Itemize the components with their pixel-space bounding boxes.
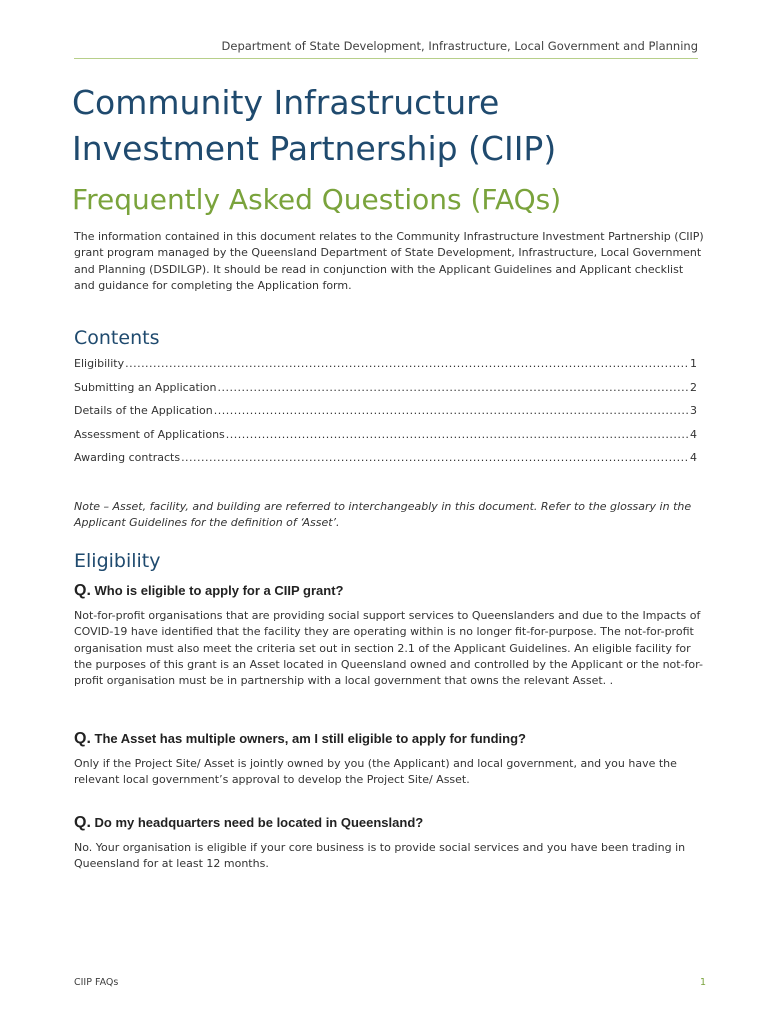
toc-item-assessment[interactable]: [74, 428, 697, 452]
toc-item-page: 4: [690, 451, 697, 464]
toc-item-eligibility[interactable]: [74, 357, 697, 381]
toc-item-page: 1: [690, 357, 697, 370]
toc-item-page: 4: [690, 427, 697, 441]
faq-multiple-owners: [74, 730, 704, 789]
faq-headquarters-location: [74, 814, 704, 873]
footer-page-number: 1: [699, 977, 706, 988]
toc-item-label: Awarding contracts: [74, 451, 181, 464]
toc-item-details[interactable]: [74, 404, 697, 428]
toc-item-label: Eligibility: [74, 357, 125, 370]
question-text: Do my headquarters need be located in Queensland?: [94, 815, 424, 830]
toc-item-page: 2: [690, 380, 697, 394]
toc-item-label: Assessment of Applications: [74, 427, 225, 441]
toc-leader-dots: [125, 357, 689, 370]
intro-paragraph: The information contained in this document relates to the Community Infrastructure Investment Partnership (CIIP) grant program managed by the Queensland Department of State Development, Infrastructure, Local Government and Planning (DSDILGP). It should be read in conjunction with the Applicant Guidelines and Applicant checklist and guidance for completing the Application form.: [74, 230, 704, 292]
document-title-line-2: Investment Partnership (CIIP): [72, 129, 557, 168]
eligibility-heading: Eligibility: [74, 550, 161, 572]
faq-question: [74, 814, 704, 832]
toc-item-submitting[interactable]: [74, 381, 697, 405]
document-title-line-1: Community Infrastructure: [72, 83, 500, 122]
question-marker: Q.: [74, 582, 91, 599]
contents-heading: Contents: [74, 327, 160, 349]
table-of-contents: [74, 357, 697, 475]
question-text: Who is eligible to apply for a CIIP grant?: [94, 583, 344, 598]
toc-item-label: Details of the Application: [74, 404, 213, 417]
toc-leader-dots: [218, 381, 689, 394]
faq-answer: Not-for-profit organisations that are providing social support services to Queenslanders and due to the Impacts of COVID-19 have identified that the facility they are operating within is no longer fit-for-purpose. The not-for-profit organisation must also meet the criteria set out in section 2.1 of the Applicant Guidelines. An eligible facility for the purposes of this grant is an Asset located in Queensland owned and controlled by the Applicant or the not-for-profit organisation must be in partnership with a local government that owns the relevant Asset. .: [74, 609, 703, 688]
faq-answer: Only if the Project Site/ Asset is jointly owned by you (the Applicant) and local government, and you have the relevant local government’s approval to develop the Project Site/ Asset.: [74, 757, 677, 787]
faq-question: [74, 730, 704, 748]
question-marker: Q.: [74, 730, 91, 747]
toc-item-label: Submitting an Application: [74, 380, 217, 394]
document-title: [72, 80, 712, 172]
toc-leader-dots: [214, 404, 689, 417]
faq-answer: No. Your organisation is eligible if your core business is to provide social services and you have been trading in Queensland for at least 12 months.: [74, 841, 686, 871]
toc-item-page: 3: [690, 404, 697, 417]
question-marker: Q.: [74, 814, 91, 831]
footer-document-name: CIIP FAQs: [74, 977, 119, 988]
toc-leader-dots: [226, 428, 689, 441]
question-text: The Asset has multiple owners, am I still eligible to apply for funding?: [94, 731, 526, 746]
toc-item-awarding[interactable]: [74, 451, 697, 475]
faq-question: [74, 582, 704, 600]
running-header: Department of State Development, Infrastructure, Local Government and Planning: [74, 39, 698, 59]
faq-who-is-eligible: [74, 582, 704, 689]
document-subtitle: Frequently Asked Questions (FAQs): [72, 183, 562, 216]
toc-leader-dots: [181, 451, 689, 464]
asset-note: Note – Asset, facility, and building are referred to interchangeably in this document. Refer to the glossary in the Applicant Guidelines for the definition of ‘Asset’.: [74, 500, 692, 530]
